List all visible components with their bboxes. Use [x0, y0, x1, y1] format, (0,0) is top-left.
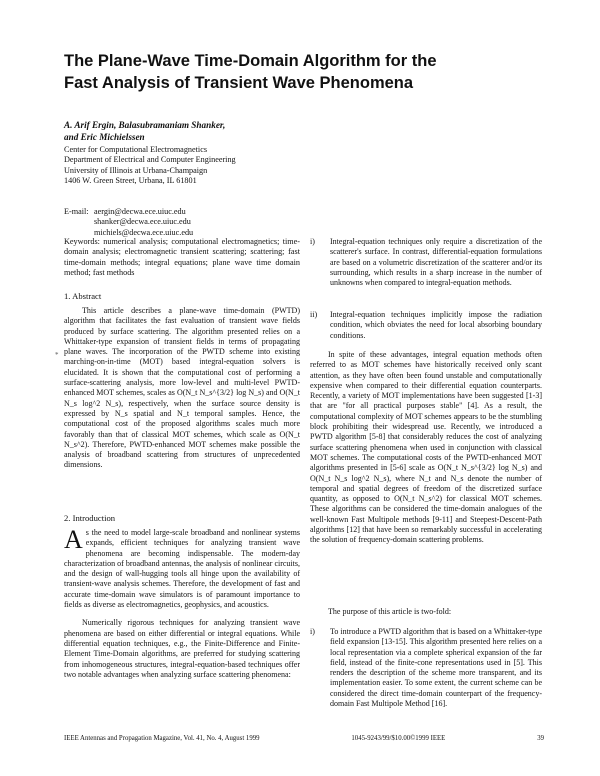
affiliation-line: 1406 W. Green Street, Urbana, IL 61801 [64, 175, 197, 185]
drop-cap: A [64, 525, 83, 554]
introduction-heading: 2. Introduction [64, 513, 116, 523]
author-list [64, 120, 364, 143]
right-body [310, 350, 542, 546]
advantage-item-2 [310, 310, 542, 341]
list-text: To introduce a PWTD algorithm that is based on a Whittaker-type field expansion [13-15]. This algorithm presented here relies on a local representation via a complete spherical expansion of the far field, instead of the finite-cone representations used in [5]. This renders the description of the scheme more transparent, and its implementation easier. To some extent, the current scheme can be considered the direct time-domain counterpart of the frequency-domain Fast Multipole Method [16]. [330, 627, 542, 709]
list-marker: i) [310, 237, 315, 246]
affiliation-line: University of Illinois at Urbana-Champaign [64, 165, 208, 175]
intro-paragraph-2: Numerically rigorous techniques for analyzing transient wave phenomena are based on either differential or integral equations. While differential equation techniques, e.g., the Finite-Difference and Finite-Element Time-Domain algorithms, are preferred for studying scattering from inhomogeneous structures, integral-equation-based techniques offer two notable advantages when analyzing surface scattering phenomena: [64, 618, 300, 679]
right-paragraph-2: The purpose of this article is two-fold: [328, 607, 452, 616]
margin-mark: * [55, 351, 59, 359]
email-address[interactable]: aergin@decwa.ece.uiuc.edu [94, 207, 186, 216]
purpose-item-1 [310, 627, 542, 709]
email-row [64, 207, 193, 217]
email-address[interactable]: michiels@decwa.ece.uiuc.edu [94, 227, 194, 237]
footer-journal: IEEE Antennas and Propagation Magazine, Vol. 41, No. 4, August 1999 [64, 735, 260, 742]
purpose-line [310, 607, 542, 617]
list-text: Integral-equation techniques implicitly impose the radiation condition, which obviates the need for local absorbing boundary conditions. [330, 310, 542, 340]
intro-paragraph-1-text: s the need to model large-scale broadband and nonlinear systems expands, efficient techniques for analyzing transient wave phenomena are becoming indispensable. The modern-day characterization of broadband antennas, the analysis of nonlinear circuits, and the design of wall-hugging tools all hinge upon the availability of transient-wave analysis schemes. Therefore, the development of fast and accurate time-domain wave simulators is of paramount importance to fields as diverse as electromagnetics, geophysics, and acoustics. [64, 528, 300, 610]
abstract-body [64, 306, 300, 471]
right-paragraph-1: In spite of these advantages, integral equation methods often referred to as MOT schemes have historically received only scant attention, as they have often been found unstable and computationally expensive when compared to their differential equation counterparts. Recently, a variety of MOT implementations have been suggested [1-3] that are "for all practical purposes stable" [4]. As a result, the computational complexity of MOT schemes appears to be the stumbling block prohibiting their widespread use. Recently, we introduced a PWTD algorithm [5-8] that considerably reduces the cost of analyzing surface scattering phenomena when used in conjunction with classical MOT schemes. The computational costs of the PWTD-enhanced MOT algorithms presented in [5-6] scale as O(N_t N_s^{3/2} log N_s) and O(N_t N_s log^2 N_s), where N_t and N_s denote the number of temporal and spatial degrees of freedom of the discretized surface quantity, as opposed to O(N_t N_s^2) for classical MOT schemes. These algorithms can be considered the time-domain analogues of the well-known Fast Multipole methods [9-11] and Steepest-Descent-Path algorithms [12] that have been so remarkably successful in accelerating the solution of frequency-domain scattering problems. [310, 350, 542, 545]
email-label [64, 217, 94, 227]
article-title [64, 50, 544, 94]
advantage-item-1 [310, 237, 542, 288]
title-line-2: Fast Analysis of Transient Wave Phenomena [64, 74, 414, 92]
affiliation-line: Department of Electrical and Computer Engineering [64, 155, 236, 165]
abstract-text: This article describes a plane-wave time-domain (PWTD) algorithm that facilitates the fast evaluation of transient wave fields produced by surface scattering. The algorithm presented relies on a Whittaker-type expansion of transient fields in terms of propagating plane waves. The incorporation of the PWTD scheme into existing marching-on-in-time (MOT) based integral-equation solvers is elucidated. It is shown that the computational cost of performing a surface-scattering analysis, more low-level and multi-level PWTD-enhanced MOT schemes, scales as O(N_t N_s^{3/2} log N_s) and O(N_t N_s log^2 N_s), respectively, when the surface source density is expressed by N_s spatial and N_t temporal samples. Hence, the computational cost of the proposed algorithms scales much more favorably than that of classical MOT schemes, which scale as O(N_t N_s^2). Therefore, PWTD-enhanced MOT schemes make possible the analysis of broadband scattering from structures of unprecedented dimensions. [64, 306, 300, 470]
email-label: E-mail: [64, 207, 89, 216]
affiliation-line: Center for Computational Electromagnetics [64, 145, 208, 154]
email-row [64, 217, 193, 227]
title-line-1: The Plane-Wave Time-Domain Algorithm for the [64, 52, 437, 70]
introduction-body [64, 525, 300, 680]
page-number: 39 [537, 735, 544, 742]
email-address[interactable]: shanker@decwa.ece.uiuc.edu [94, 217, 191, 227]
authors-line-2: and Eric Michielssen [64, 131, 145, 142]
list-text: Integral-equation techniques only require a discretization of the scatterer's surface. In contrast, differential-equation formulations are based on a volumetric discretization of the scatterer and/or its surrounding, which results in a sharp increase in the number of unknowns when compared to integral-equation methods. [330, 237, 542, 288]
page-footer [64, 734, 544, 743]
keywords: Keywords: numerical analysis; computational electromagnetics; time-domain analysis; electromagnetic transient scattering; scattering; fast time-domain methods; integral equations; plane wave time domain method; fast methods [64, 237, 300, 277]
affiliation-block [64, 145, 364, 186]
intro-paragraph-1 [64, 525, 300, 610]
email-block [64, 207, 193, 238]
list-marker: i) [310, 627, 315, 636]
abstract-heading: 1. Abstract [64, 291, 102, 301]
list-marker: ii) [310, 310, 318, 319]
authors-line-1: A. Arif Ergin, Balasubramaniam Shanker, [64, 120, 226, 130]
footer-copyright: 1045-9243/99/$10.00©1999 IEEE [351, 735, 446, 742]
